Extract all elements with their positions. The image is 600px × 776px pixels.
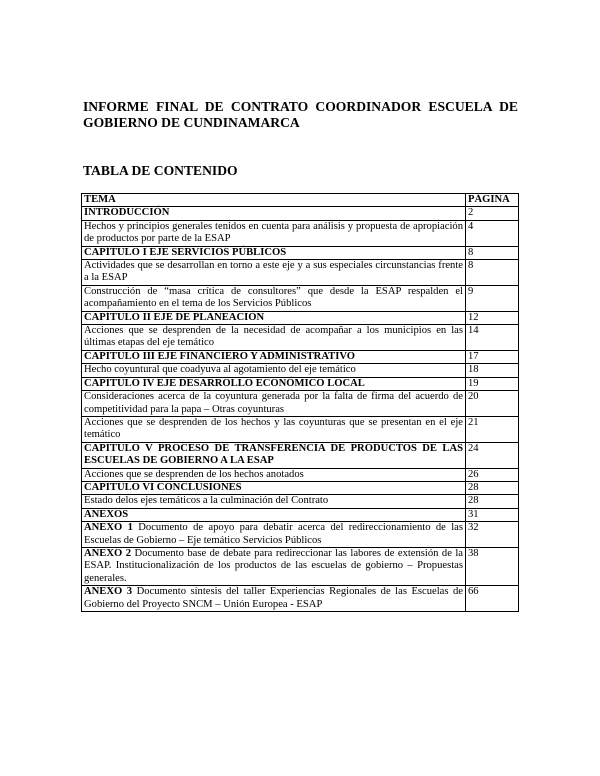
toc-row-text: CAPÍTULO II EJE DE PLANEACIÓN	[84, 311, 265, 323]
toc-row	[82, 364, 519, 377]
toc-row-text: Hechos y principios generales tenidos en cuenta para análisis y propuesta de apropiación de productos por parte de la ESAP	[84, 220, 463, 245]
toc-row-text: Documento base de debate para redireccionar las labores de extensión de la ESAP. Institucionalización de los productos de las escuelas de gobierno – Propuestas generales.	[84, 547, 464, 584]
toc-row-tema	[82, 260, 466, 286]
toc-row	[82, 207, 519, 220]
toc-row-tema	[82, 522, 466, 548]
toc-row-page: 66	[466, 586, 519, 612]
toc-row	[82, 508, 519, 521]
toc-row-tema	[82, 350, 466, 363]
toc-row-page: 14	[466, 325, 519, 351]
toc-table	[81, 193, 519, 612]
toc-row-tema	[82, 495, 466, 508]
toc-row-text: CAPITULO V PROCESO DE TRANSFERENCIA DE PRODUCTOS DE LAS ESCUELAS DE GOBIERNO A LA ESAP	[84, 442, 463, 467]
toc-row	[82, 391, 519, 417]
document-title: INFORME FINAL DE CONTRATO COORDINADOR ESCUELA DE GOBIERNO DE CUNDINAMARCA	[83, 99, 518, 130]
toc-row-page: 12	[466, 311, 519, 324]
toc-row	[82, 442, 519, 468]
toc-heading: TABLA DE CONTENIDO	[83, 163, 238, 178]
toc-row-tema	[82, 442, 466, 468]
toc-row-tema	[82, 220, 466, 246]
toc-row-tema	[82, 508, 466, 521]
toc-row-annex-label: ANEXO 1	[84, 522, 133, 534]
toc-row-page: 32	[466, 522, 519, 548]
toc-row-tema	[82, 364, 466, 377]
toc-row	[82, 325, 519, 351]
toc-row-tema	[82, 481, 466, 494]
toc-row	[82, 481, 519, 494]
toc-row-page: 20	[466, 391, 519, 417]
toc-row-text: Construcción de “masa crítica de consultores” que desde la ESAP respalden el acompañamiento en el tema de los Servicios Públicos	[84, 285, 463, 310]
toc-row-tema	[82, 586, 466, 612]
toc-row-tema	[82, 547, 466, 585]
toc-row-text: Hecho coyuntural que coadyuva al agotamiento del eje temático	[84, 364, 356, 376]
toc-row-text: Acciones que se desprenden de la necesidad de acompañar a los municipios en las últimas etapas del eje temático	[84, 325, 463, 349]
toc-row-text: Estado delos ejes temáticos a la culminación del Contrato	[84, 495, 329, 507]
toc-row-page: 38	[466, 547, 519, 585]
toc-row-page: 4	[466, 220, 519, 246]
toc-row	[82, 522, 519, 548]
toc-row-text: CAPÍTULO I EJE SERVICIOS PÚBLICOS	[84, 246, 287, 258]
toc-row-tema	[82, 207, 466, 220]
toc-row-page: 2	[466, 207, 519, 220]
toc-row-page: 21	[466, 416, 519, 442]
toc-row	[82, 586, 519, 612]
toc-row-page: 19	[466, 377, 519, 390]
toc-row-page: 8	[466, 260, 519, 286]
toc-row-page: 28	[466, 481, 519, 494]
toc-row	[82, 468, 519, 481]
toc-row-page: 18	[466, 364, 519, 377]
toc-header-pagina: PÁGINA	[466, 194, 519, 207]
toc-row-tema	[82, 416, 466, 442]
toc-row-page: 9	[466, 285, 519, 311]
toc-row-page: 17	[466, 350, 519, 363]
toc-row	[82, 311, 519, 324]
toc-row-text: Documento síntesis del taller Experiencias Regionales de las Escuelas de Gobierno del Proyecto SNCM – Unión Europea - ESAP	[84, 586, 464, 610]
toc-row-page: 8	[466, 246, 519, 259]
toc-row-tema	[82, 377, 466, 390]
toc-header-row	[82, 194, 519, 207]
toc-row	[82, 377, 519, 390]
toc-row-tema	[82, 246, 466, 259]
toc-row-text: CAPITULO III EJE FINANCIERO Y ADMINISTRATIVO	[84, 350, 356, 362]
toc-row-text: ANEXOS	[84, 508, 129, 520]
toc-row-annex-label: ANEXO 2	[84, 547, 132, 559]
toc-row-annex-label: ANEXO 3	[84, 586, 133, 598]
toc-row	[82, 260, 519, 286]
toc-row	[82, 547, 519, 585]
toc-row-page: 31	[466, 508, 519, 521]
toc-row-page: 24	[466, 442, 519, 468]
toc-row-tema	[82, 391, 466, 417]
toc-row-page: 28	[466, 495, 519, 508]
toc-row	[82, 416, 519, 442]
toc-row-text: Acciones que se desprenden de los hechos y las coyunturas que se presentan en el eje temático	[84, 416, 463, 441]
toc-row-tema	[82, 325, 466, 351]
toc-row-tema	[82, 285, 466, 311]
toc-row-text: Acciones que se desprenden de los hechos anotados	[84, 468, 304, 480]
toc-row-tema	[82, 468, 466, 481]
toc-row-tema	[82, 311, 466, 324]
toc-row-text: Consideraciones acerca de la coyuntura generada por la falta de firma del acuerdo de competitividad para la papa – Otras coyunturas	[84, 391, 463, 415]
toc-row	[82, 350, 519, 363]
toc-row-text: Actividades que se desarrollan en torno a este eje y a sus especiales circunstancias frente a la ESAP	[84, 260, 463, 284]
toc-row-text: INTRODUCCIÓN	[84, 207, 170, 219]
toc-row	[82, 220, 519, 246]
toc-row	[82, 495, 519, 508]
toc-row	[82, 285, 519, 311]
toc-header-tema: TEMA	[82, 194, 466, 207]
toc-row-text: CAPITULO VI CONCLUSIONES	[84, 481, 242, 493]
toc-row	[82, 246, 519, 259]
toc-row-text: Documento de apoyo para debatir acerca del redireccionamiento de las Escuelas de Gobierno – Eje temático Servicios Públicos	[84, 522, 464, 546]
toc-row-page: 26	[466, 468, 519, 481]
toc-row-text: CAPITULO IV EJE DESARROLLO ECONÓMICO LOCAL	[84, 377, 365, 389]
